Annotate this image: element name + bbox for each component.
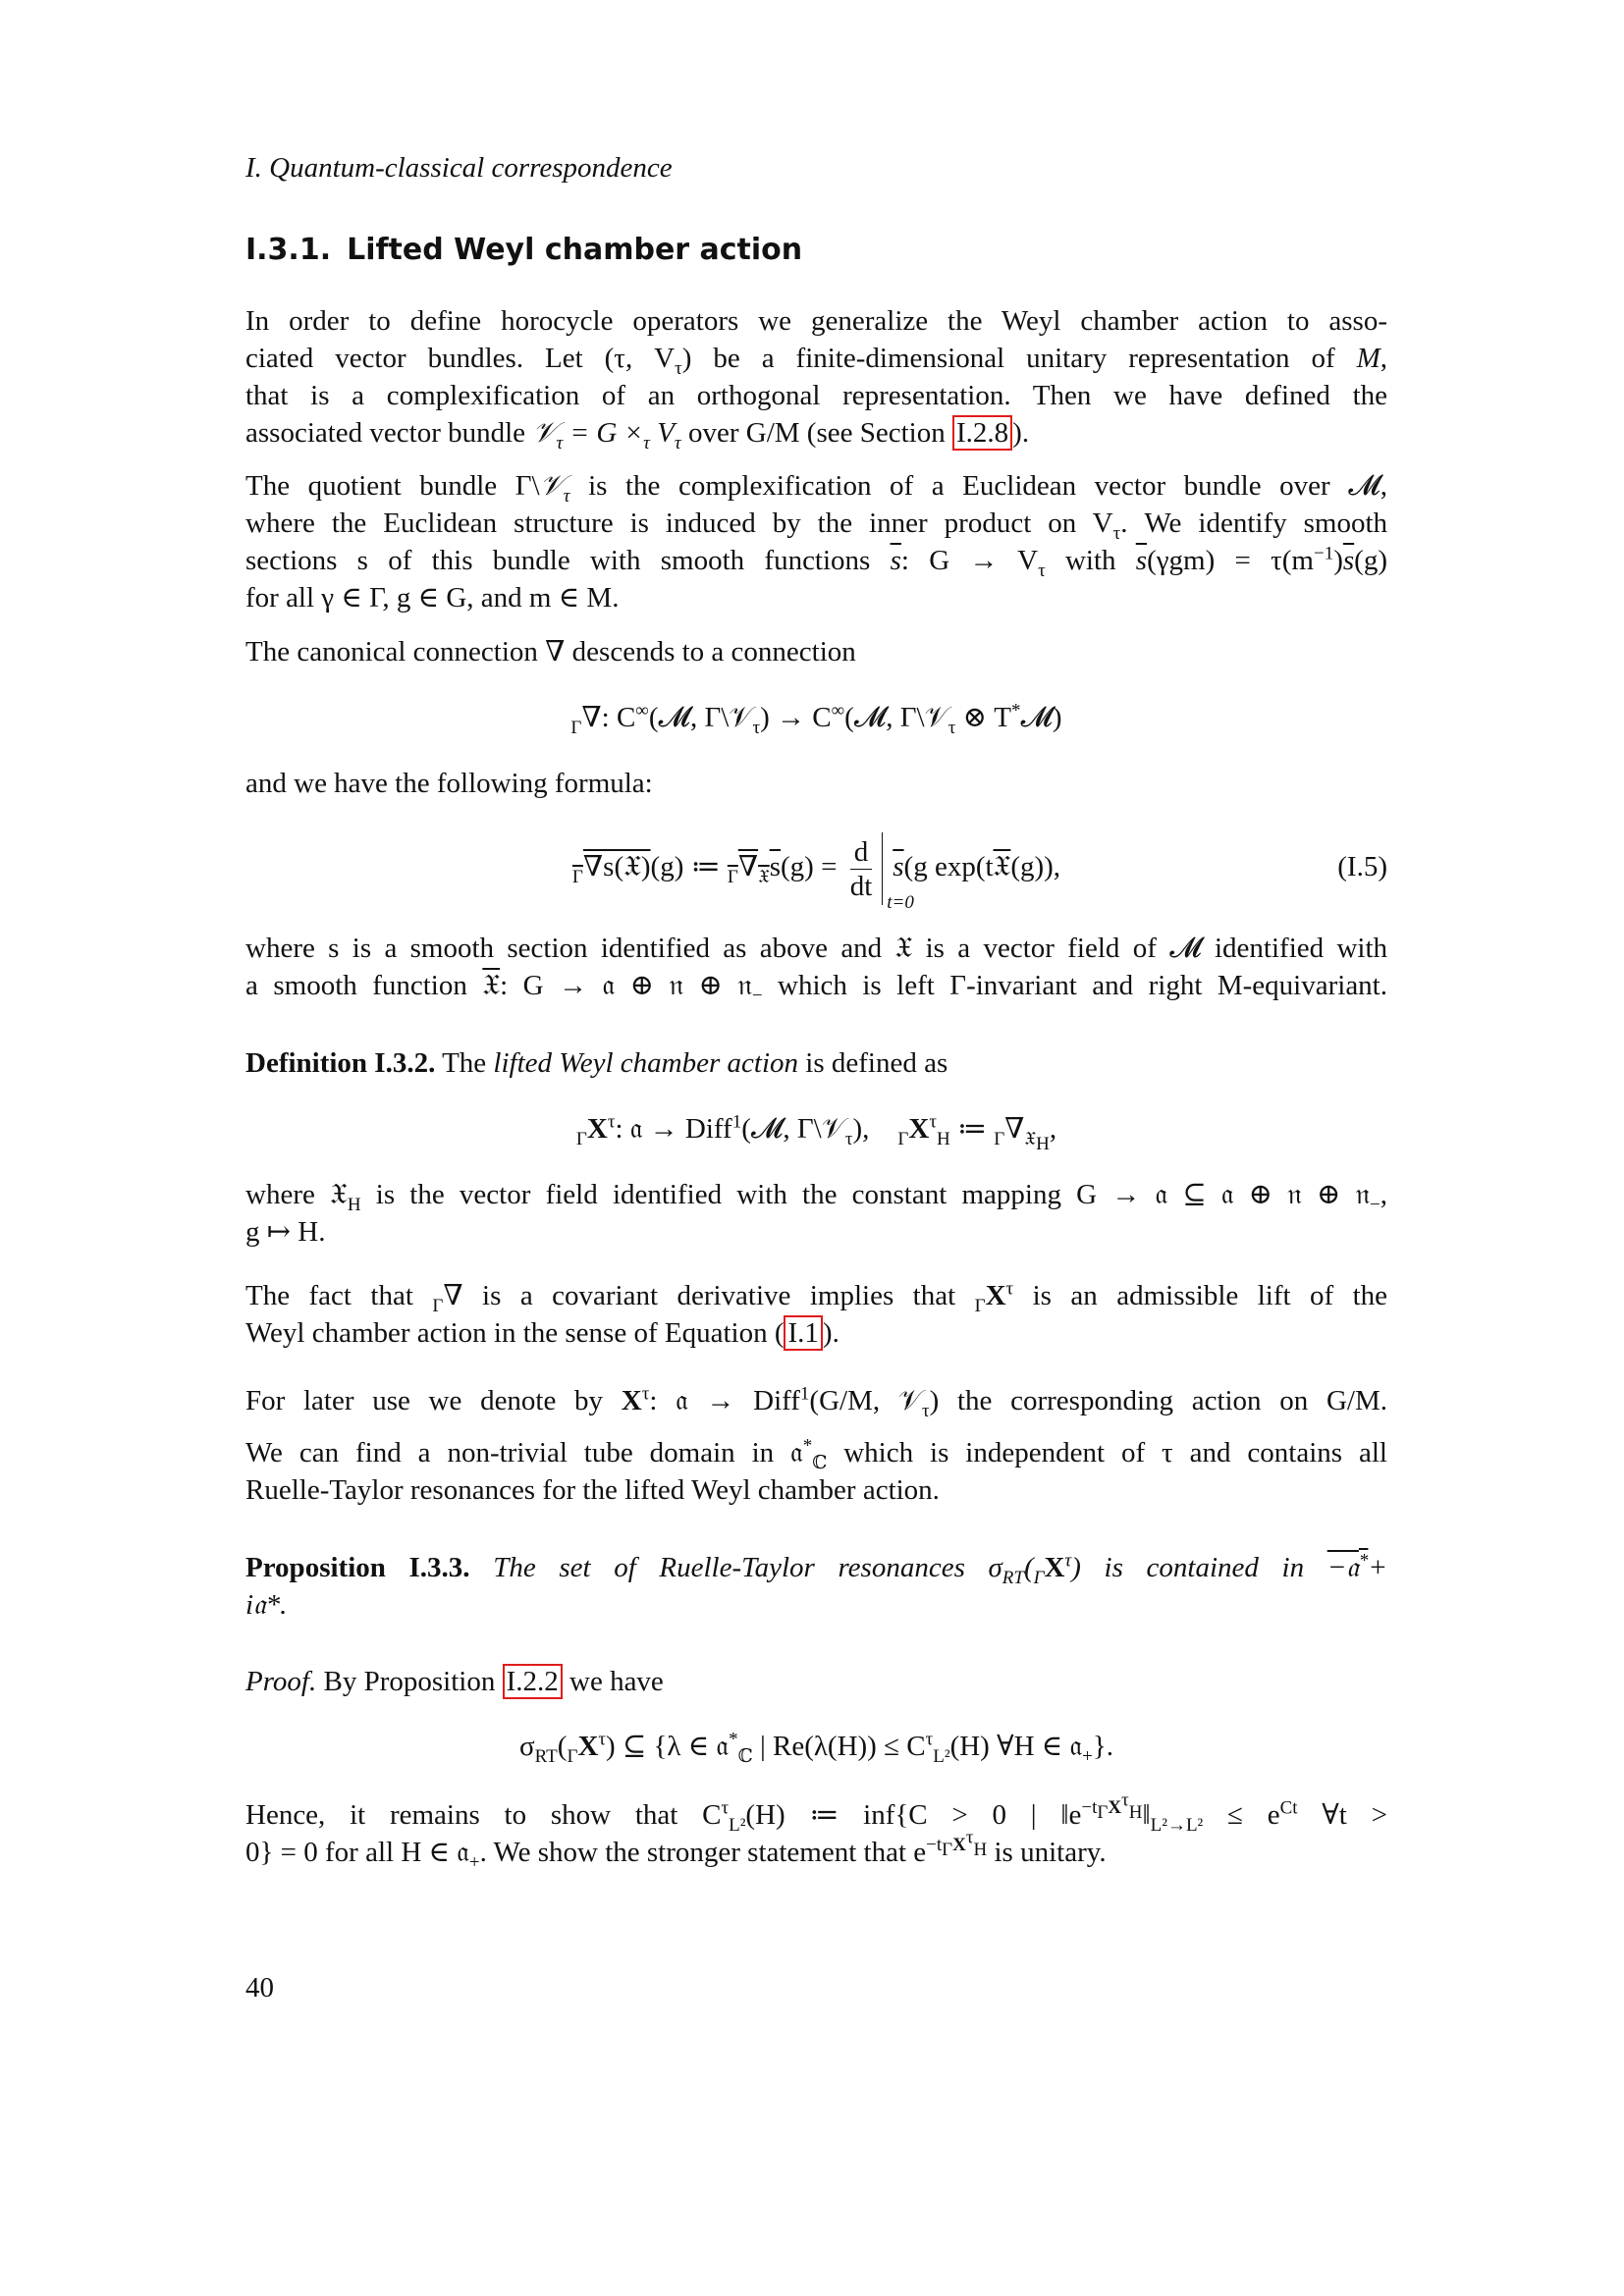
paragraph-quotient-bundle: The quotient bundle Γ\𝒱$_\tau$ is the complexification of a Euclidean vector bundle over 𝓜, where the Euclidean structure is induced by the inner product on $V_\tau$. We identify smooth sections s of this bundle with smooth functions $\overline{s}$: $G \to V_\tau$ with $\overline{s}(\gamma gm) = \tau(m^{-1})\overline{s}(g)$ for all γ ∈ Γ, g ∈ G, and m ∈ M.	[245, 470, 1387, 614]
equation-tag: (I.5)	[1337, 851, 1387, 882]
equation-I5: $_\Gamma$∇s(𝔛)(g) ≔ $_\Gamma\nabla_𝔛s(g)$ = $\frac{d}{dt}$ t=0 $\overline{s}(g$ exp(t𝔛(g)), (I.5)	[245, 828, 1387, 906]
equation-connection: $_\Gamma$∇: C∞(𝓜, Γ\𝒱$_\tau$) → C∞(𝓜, Γ\𝒱$_\tau$ ⊗ T*𝓜)	[570, 700, 1062, 738]
definition-I32: Definition I.3.2. The lifted Weyl chamber action is defined as	[245, 1047, 948, 1079]
section-number: I.3.1.	[245, 233, 332, 267]
section-title: Lifted Weyl chamber action	[347, 233, 803, 267]
proposition-I33: Proposition I.3.3. The set of Ruelle-Taylor resonances $\sigma_{RT}(_\Gamma X^\tau)$ is contained in −𝔞*+ i𝔞*.	[245, 1550, 1387, 1621]
equation-lifted-action: $_\Gamma X^\tau$: 𝔞 → Diff$^1$(𝓜, Γ\𝒱$_\tau$), $_\Gamma X^\tau_H$ ≔ $_\Gamma\nabla_{𝔛_H}$,	[575, 1111, 1057, 1154]
equation-resonance-bound: $\sigma_{RT}(_\Gamma X^\tau)$ ⊆ {λ ∈ 𝔞*$_ℂ$ | $Re(\lambda(H)) \le C^\tau_{L^2}(H)$ ∀H ∈ 𝔞$_+$}.	[519, 1729, 1113, 1767]
section-link[interactable]: I.2.8	[952, 415, 1012, 451]
running-title: I. Quantum-classical correspondence	[245, 152, 673, 184]
paragraph-tube-domain: We can find a non-trivial tube domain in 𝔞*$_ℂ$ which is independent of τ and contains all Ruelle-Taylor resonances for the lifted Weyl chamber action.	[245, 1435, 1387, 1506]
paragraph-later-use: For later use we denote by $X^\tau$: 𝔞 → Diff$^1$(G/M, 𝒱$_\tau$) the corresponding action on G/M.	[245, 1383, 1387, 1421]
paragraph-formula-intro: and we have the following formula:	[245, 768, 653, 799]
definition-explanation: where 𝔛$_H$ is the vector field identified with the constant mapping G → 𝔞 ⊆ 𝔞 ⊕ 𝔫 ⊕ 𝔫$_-$, g ↦ H.	[245, 1179, 1388, 1248]
proposition-label: Proposition I.3.3.	[245, 1552, 470, 1583]
equation-link[interactable]: I.1	[784, 1315, 822, 1351]
paragraph-intro: In order to define horocycle operators we generalize the Weyl chamber action to asso- ciated vector bundles. Let (τ, $V_\tau$) be a finite-dimensional unitary representation of M, that is a complexification of an orthogonal representation. Then we have defined the associated vector bundle 𝒱$_\tau$ = $G \times_\tau$ $V_\tau$ over G/M (see Section I.2.8 ).	[245, 305, 1387, 454]
proposition-link[interactable]: I.2.2	[503, 1664, 563, 1699]
proof: Proof. By Proposition I.2.2 we have	[245, 1666, 664, 1697]
paragraph-vector-field: where s is a smooth section identified as above and 𝔛 is a vector field of 𝓜 identified with a smooth function 𝔛: G → 𝔞 ⊕ 𝔫 ⊕ 𝔫$_-$ which is left Γ-invariant and right M-equivariant.	[245, 933, 1387, 1006]
proof-label: Proof.	[245, 1666, 317, 1697]
definition-label: Definition I.3.2.	[245, 1047, 436, 1079]
section-heading	[245, 232, 802, 269]
paragraph-covariant: The fact that $_\Gamma$∇ is a covariant derivative implies that $_\Gamma X^\tau$ is an admissible lift of the Weyl chamber action in the sense of Equation ( I.1 ).	[245, 1278, 1388, 1349]
paragraph-connection: The canonical connection ∇ descends to a connection	[245, 636, 856, 667]
page-number: 40	[245, 1972, 274, 2003]
proof-conclusion: Hence, it remains to show that $C^\tau_{L^2}(H)$ ≔ inf{C > 0 | $‖e^{-t_\Gamma X^\tau_H}‖_{L^2\to L^2} \le e^{Ct}$ ∀t > 0} = 0 for all H ∈ 𝔞$_+$. We show the stronger statement that $e^{-t_\Gamma X^\tau_H}$ is unitary.	[245, 1790, 1387, 1873]
